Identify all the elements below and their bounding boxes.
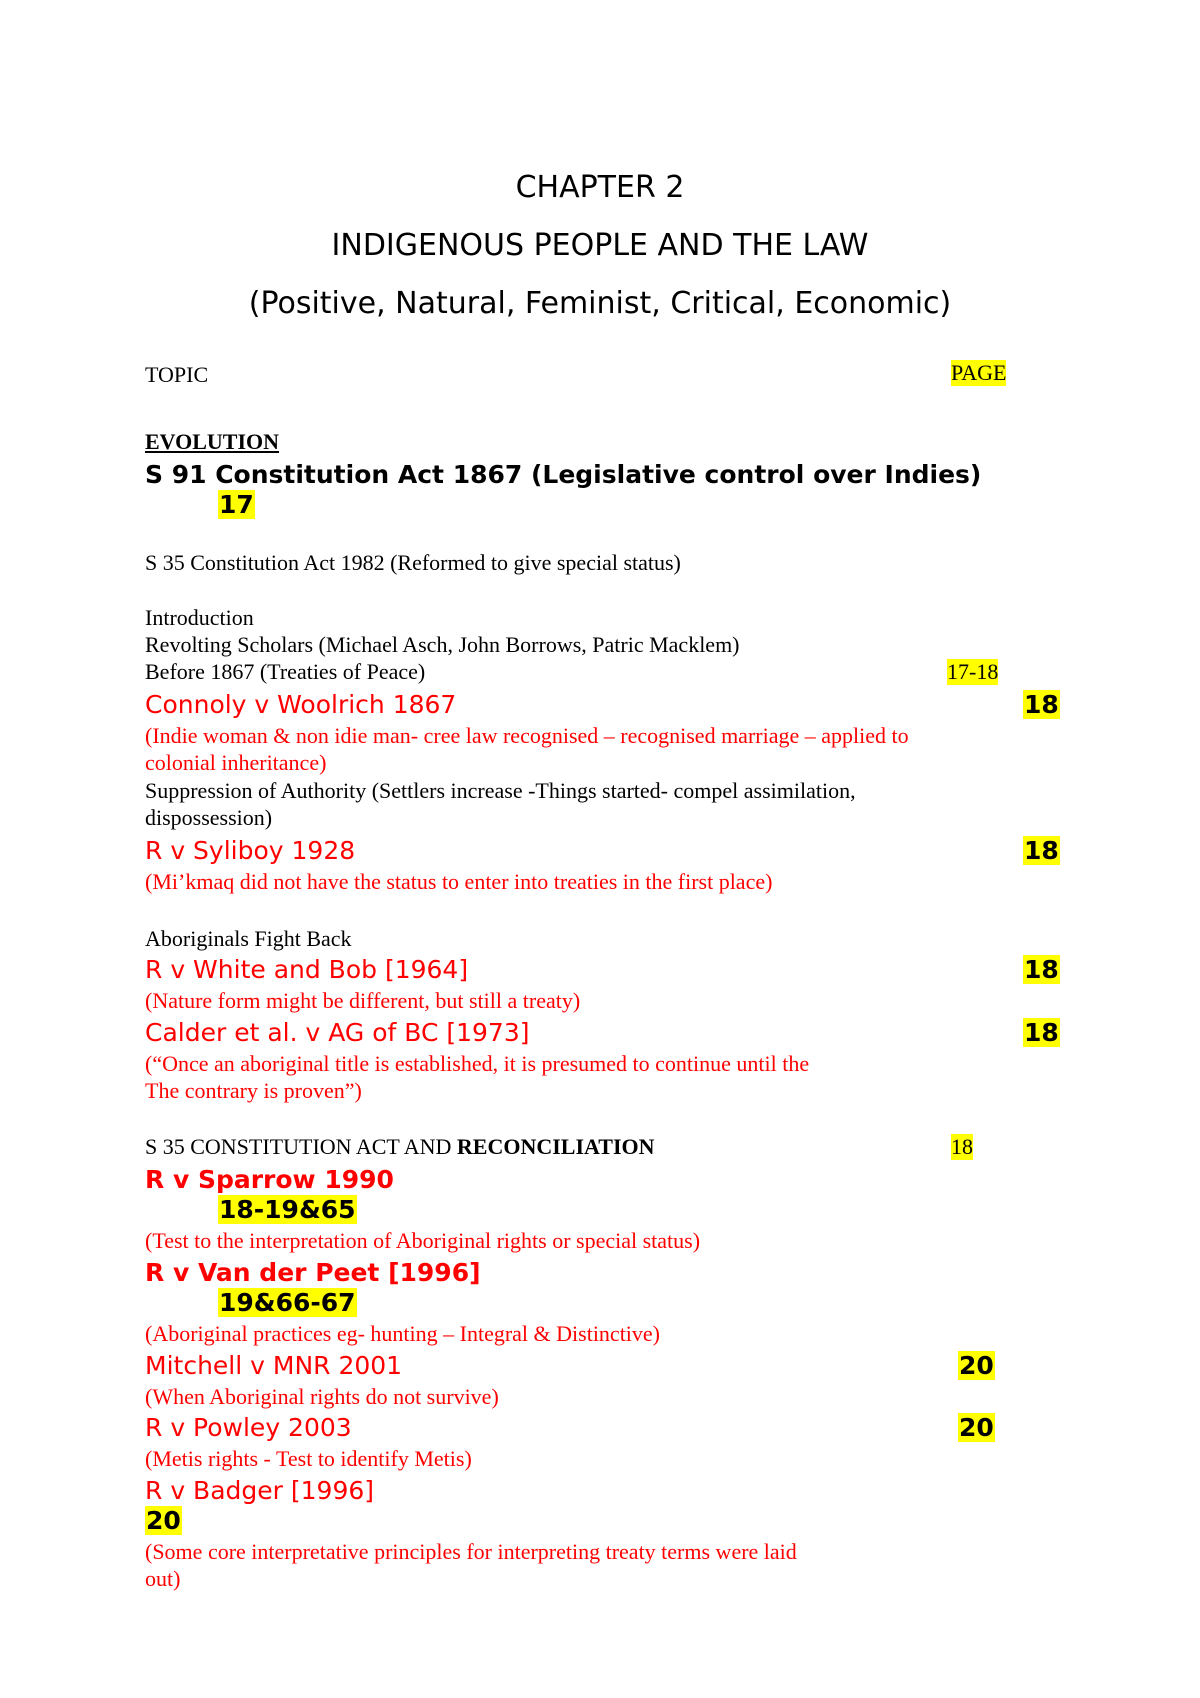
section-heading-reconciliation-bold: RECONCILIATION (456, 1134, 655, 1159)
case-powley: R v Powley 2003 (145, 1413, 352, 1442)
case-note-calder: (“Once an aboriginal title is established, it is presumed to continue until the (145, 1051, 810, 1076)
case-sparrow: R v Sparrow 1990 (145, 1165, 394, 1194)
case-note-van-der-peet: (Aboriginal practices eg- hunting – Integral & Distinctive) (145, 1321, 661, 1346)
case-note-syliboy: (Mi’kmaq did not have the status to enter into treaties in the first place) (145, 869, 773, 894)
case-note-mitchell: (When Aboriginal rights do not survive) (145, 1384, 499, 1409)
case-note-sparrow: (Test to the interpretation of Aboriginal rights or special status) (145, 1228, 701, 1253)
topic-fight-back: Aboriginals Fight Back (145, 926, 352, 951)
topic-suppression: Suppression of Authority (Settlers increase -Things started- compel assimilation, (145, 778, 856, 803)
topic-s91: S 91 Constitution Act 1867 (Legislative control over Indies) (145, 460, 982, 489)
page-ref-before-1867: 17-18 (947, 659, 999, 684)
topic-scholars: Revolting Scholars (Michael Asch, John Borrows, Patric Macklem) (145, 632, 740, 657)
case-van-der-peet: R v Van der Peet [1996] (145, 1258, 481, 1287)
section-heading-reconciliation-prefix: S 35 CONSTITUTION ACT AND (145, 1134, 457, 1159)
page-ref-connoly: 18 (1024, 690, 1059, 719)
topic-before-1867: Before 1867 (Treaties of Peace) (145, 659, 426, 684)
case-note-powley: (Metis rights - Test to identify Metis) (145, 1446, 472, 1471)
page-ref-syliboy: 18 (1024, 836, 1059, 865)
case-connoly: Connoly v Woolrich 1867 (145, 690, 457, 719)
page-ref-s91: 17 (219, 490, 254, 519)
case-syliboy: R v Syliboy 1928 (145, 836, 356, 865)
chapter-subtitle: (Positive, Natural, Feminist, Critical, Economic) (248, 286, 952, 321)
case-note-white-and-bob: (Nature form might be different, but still a treaty) (145, 988, 581, 1013)
page-column-label: PAGE (951, 360, 1007, 385)
topic-column-label: TOPIC (145, 362, 209, 387)
chapter-title: INDIGENOUS PEOPLE AND THE LAW (331, 228, 869, 263)
case-mitchell: Mitchell v MNR 2001 (145, 1351, 403, 1380)
page-ref-powley: 20 (959, 1413, 994, 1442)
page-ref-badger: 20 (146, 1506, 181, 1535)
page-ref-van-der-peet: 19&66-67 (219, 1288, 356, 1317)
page-ref-mitchell: 20 (959, 1351, 994, 1380)
page-ref-calder: 18 (1024, 1018, 1059, 1047)
section-heading-evolution: EVOLUTION (145, 429, 280, 454)
case-note-connoly-cont: colonial inheritance) (145, 750, 327, 775)
section-heading-reconciliation (145, 1134, 655, 1160)
case-note-calder-cont: The contrary is proven”) (145, 1078, 362, 1103)
case-white-and-bob: R v White and Bob [1964] (145, 955, 469, 984)
case-badger: R v Badger [1996] (145, 1476, 375, 1505)
case-note-badger: (Some core interpretative principles for interpreting treaty terms were laid (145, 1539, 797, 1564)
case-note-connoly: (Indie woman & non idie man- cree law recognised – recognised marriage – applied to (145, 723, 909, 748)
topic-s35: S 35 Constitution Act 1982 (Reformed to give special status) (145, 550, 681, 575)
case-calder: Calder et al. v AG of BC [1973] (145, 1018, 530, 1047)
chapter-heading: CHAPTER 2 (515, 170, 685, 205)
page-ref-sparrow: 18-19&65 (219, 1195, 356, 1224)
topic-introduction: Introduction (145, 605, 254, 630)
case-note-badger-cont: out) (145, 1566, 181, 1591)
page-ref-white-and-bob: 18 (1024, 955, 1059, 984)
page-ref-reconciliation: 18 (951, 1134, 973, 1159)
topic-suppression-cont: dispossession) (145, 805, 273, 830)
